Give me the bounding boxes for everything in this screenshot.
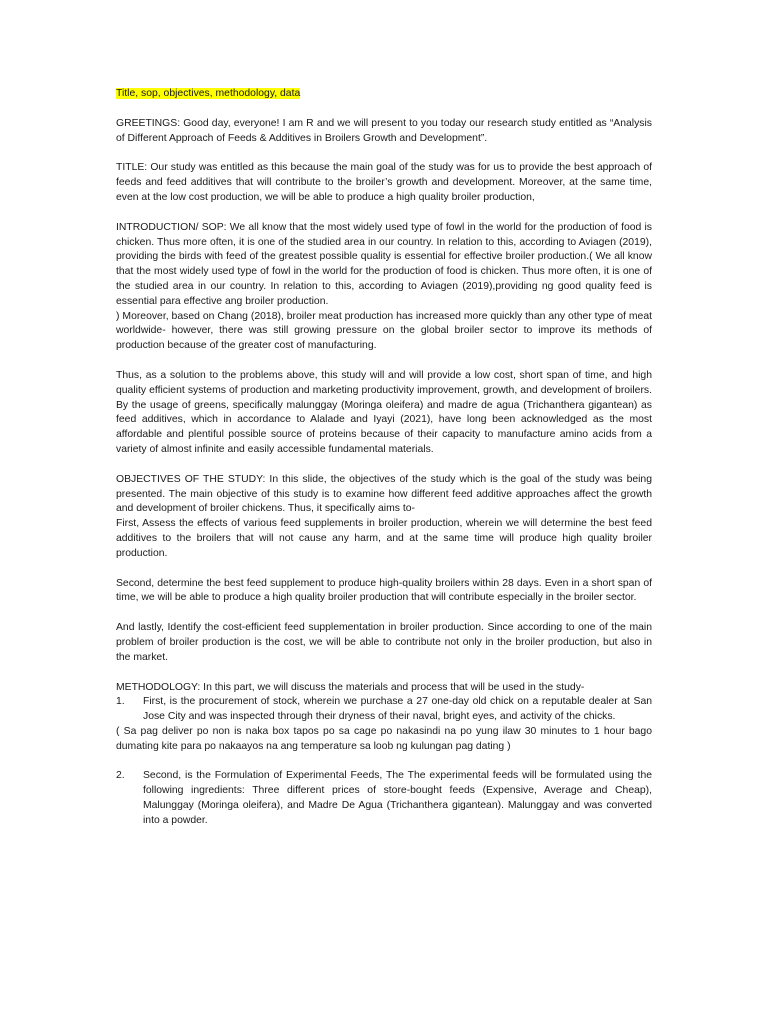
method-step bbox=[116, 695, 652, 725]
highlighted-heading: Title, sop, objectives, methodology, data bbox=[116, 88, 301, 99]
objective-first-paragraph: First, Assess the effects of various feed supplements in broiler production, wherein we will determine the best feed additives to the broilers that will not cause any harm, and at the same time will produce high quality broiler production. bbox=[116, 518, 652, 559]
document-page bbox=[116, 87, 652, 829]
methodology-paragraph: METHODOLOGY: In this part, we will discuss the materials and process that will be used in the study- bbox=[116, 681, 585, 693]
objective-second-paragraph: Second, determine the best feed supplement to produce high-quality broilers within 28 days. Even in a short span of time, we will be able to produce a high quality broiler production that will contribute especially in the broiler sector. bbox=[116, 577, 652, 604]
introduction-paragraph: INTRODUCTION/ SOP: We all know that the most widely used type of fowl in the world for the production of food is chicken. Thus more often, it is one of the studied area in our country. In relation to this, according to Aviagen (2019), providing the birds with feed of the greatest possible quality is essential for effective broiler production.( We all know that the most widely used type of fowl in the world for the production of food is chicken. Thus more often, it is one of the studied area in our country. In relation to this, according to Aviagen (2019),providing ng good quality feed is essential para effective ang broiler production. bbox=[116, 221, 652, 307]
step-number: 1. bbox=[116, 696, 125, 708]
step-text: Second, is the Formulation of Experimental Feeds, The The experimental feeds will be formulated using the following ingredients: Three different prices of store-bought feeds (Expensive, Average and Cheap), Malunggay (Moringa oleifera), and Madre De Agua (Trichanthera gigantean). Malunggay and was converted into a powder. bbox=[143, 770, 652, 826]
step-number: 2. bbox=[116, 770, 125, 782]
heading-line bbox=[116, 87, 652, 102]
title-paragraph: TITLE: Our study was entitled as this because the main goal of the study was for us to provide the best approach of feeds and feed additives that will contribute to the broiler’s growth and development. Moreover, at the same time, even at the low cost production, we will be able to produce a high quality broiler production, bbox=[116, 162, 652, 203]
step-text: First, is the procurement of stock, wherein we purchase a 27 one-day old chick on a reputable dealer at San Jose City and was inspected through their dryness of their naval, bright eyes, and activity of the chicks. bbox=[143, 696, 652, 723]
objective-last-paragraph: And lastly, Identify the cost-efficient feed supplementation in broiler production. Since according to one of the main problem of broiler production is the cost, we will be able to contribute not only in the broiler production, but also in the market. bbox=[116, 622, 652, 663]
method-step bbox=[116, 769, 652, 828]
solution-paragraph: Thus, as a solution to the problems above, this study will and will provide a low cost, short span of time, and high quality efficient systems of production and marketing productivity improvement, growth, and development of broilers. By the usage of greens, specifically malunggay (Moringa oleifera) and madre de agua (Trichanthera gigantean) as feed additives, which in accordance to Alalade and Iyayi (2021), have long been acknowledged as the most affordable and plentiful possible source of proteins because of their capacity to manufacture amino acids from a variety of almost infinite and easily accessible fundamental materials. bbox=[116, 369, 652, 455]
objectives-paragraph: OBJECTIVES OF THE STUDY: In this slide, the objectives of the study which is the goal of the study was being presented. The main objective of this study is to examine how different feed additive approaches affect the growth and development of broiler chickens. Thus, it specifically aims to- bbox=[116, 473, 652, 515]
greetings-paragraph: GREETINGS: Good day, everyone! I am R and we will present to you today our research study entitled as “Analysis of Different Approach of Feeds & Additives in Broilers Growth and Development”. bbox=[116, 117, 652, 144]
introduction-continued-paragraph: ) Moreover, based on Chang (2018), broiler meat production has increased more quickly than any other type of meat worldwide- however, there was still growing pressure on the global broiler sector to improve its methods of production because of the greater cost of manufacturing. bbox=[116, 310, 652, 352]
delivery-note-paragraph: ( Sa pag deliver po non is naka box tapos po sa cage po nakasindi na po yung ilaw 30 minutes to 1 hour bago dumating kite para po nakaayos na ang temperature sa loob ng kulungan pag dating ) bbox=[116, 725, 652, 752]
